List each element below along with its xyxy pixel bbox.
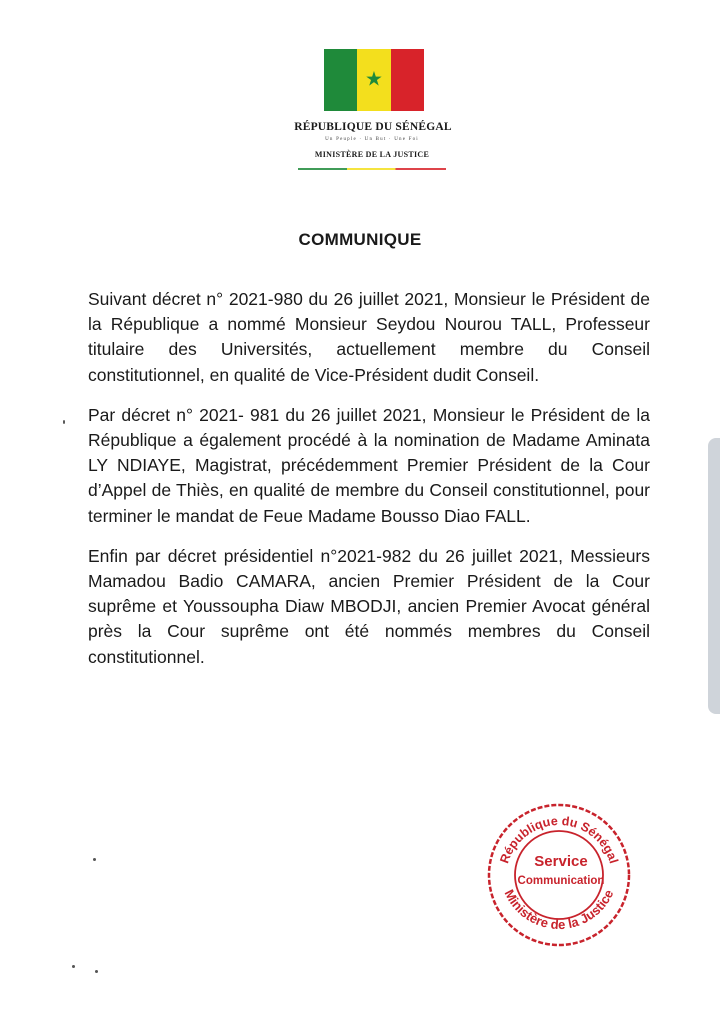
scan-speck [95,970,98,973]
flag-green-band [324,49,357,111]
paragraph-2: Par décret n° 2021- 981 du 26 juillet 2021, Monsieur le Président de la République a également procédé à la nomination de Madame Aminata LY NDIAYE, Magistrat, précédemment Premier Président de la Cour d’Appel de Thiès, en qualité de membre du Conseil constitutionnel, pour terminer le mandat de Feue Madame Bousso Diao FALL. [88,404,650,526]
national-motto: Un Peuple · Un But · Une Foi [325,137,419,142]
stamp-bottom-text: Ministère de la Justice [501,886,617,933]
paragraph-1: Suivant décret n° 2021-980 du 26 juillet 2021, Monsieur le Président de la République a nommé Monsieur Seydou Nourou TALL, Professeur titulaire des Universités, actuellement membre du Conseil constitutionnel, en qualité de Vice-Président dudit Conseil. [88,289,650,385]
stamp-center-line-2: Communication [517,875,605,887]
stamp-center-line-1: Service [534,853,588,870]
star-icon: ★ [365,68,383,91]
tricolor-divider [298,168,446,170]
service-communication-stamp [484,800,634,950]
scroll-handle[interactable] [708,438,720,714]
paragraph-3: Enfin par décret présidentiel n°2021-982 du 26 juillet 2021, Messieurs Mamadou Badio CAMARA, ancien Premier Président de la Cour suprême et Youssoupha Diaw MBODJI, ancien Premier Avocat général près la Cour suprême ont été nommés membres du Conseil constitutionnel. [88,545,650,667]
scan-speck [72,965,75,968]
flag-yellow-band [357,49,390,111]
ministry-name: MINISTÈRE DE LA JUSTICE [314,150,430,159]
flag-red-band [391,49,424,111]
document-title: COMMUNIQUE [298,230,422,249]
republic-title: RÉPUBLIQUE DU SÉNÉGAL [294,121,452,133]
senegal-flag [324,49,424,111]
scan-speck [93,858,96,861]
document-body [88,287,650,685]
stamp-top-text: République du Sénégal [497,813,621,866]
scan-speck [63,420,65,424]
